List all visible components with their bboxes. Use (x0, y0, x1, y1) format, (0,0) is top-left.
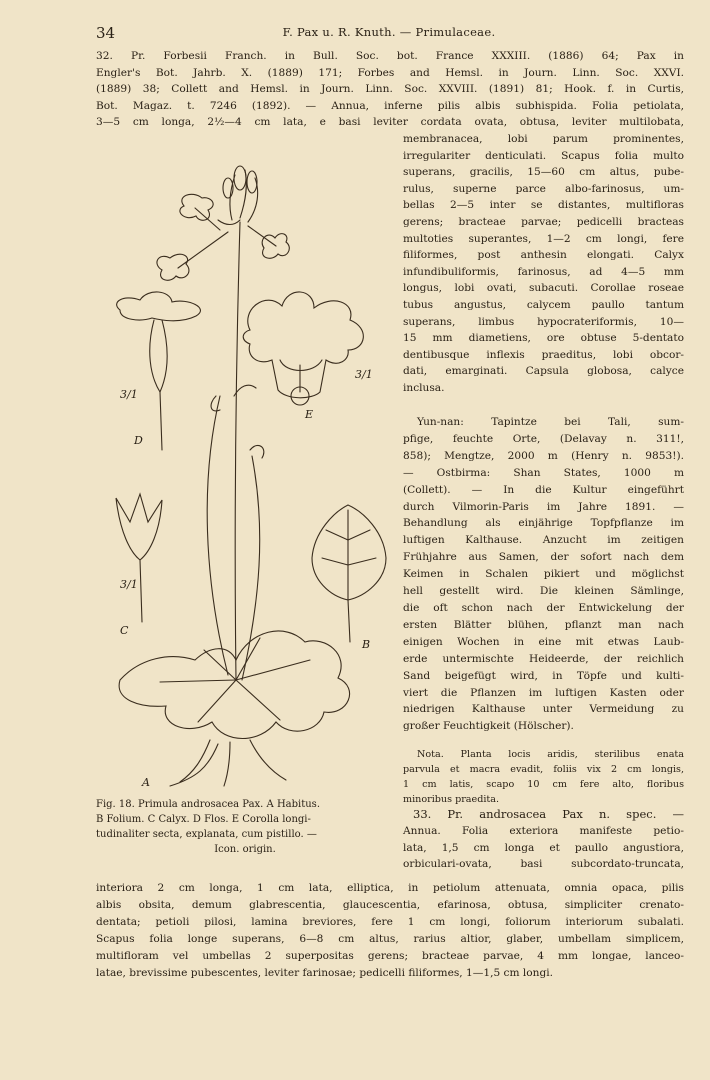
text-line: longus, lobi ovati, subacuti. Corollae roseae (403, 282, 684, 295)
text-line: Nota. Planta locis aridis, sterilibus enata (417, 749, 684, 760)
text-line: rulus, superne parce albo-farinosus, um- (403, 182, 684, 195)
text-line: tubus angustus, calycem paullo tantum (403, 298, 684, 311)
text-line: großer Feuchtigkeit (Hölscher). (403, 720, 574, 733)
scale-label-e: 3/1 (355, 368, 373, 381)
figure-label-d: D (134, 434, 143, 447)
text-line: Keimen in Schalen pikiert und möglichst (403, 568, 684, 581)
text-line: pfige, feuchte Orte, (Delavay n. 311!, (403, 432, 684, 445)
text-line: Annua. Folia exteriora manifeste petio- (403, 824, 684, 837)
text-line: Scapus folia longe superans, 6—8 cm altus, rarius altior, glaber, umbellam simplicem, (96, 933, 684, 945)
text-line: 15 mm diametiens, ore obtuse 5-dentato (403, 332, 684, 345)
distribution-text (403, 414, 684, 735)
text-line: 1 cm latis, scapo 10 cm fere alto, floribus (403, 779, 684, 790)
entry-33-continued (96, 880, 684, 982)
text-line: Bot. Magaz. t. 7246 (1892). — Annua, inferne pilis albis subhispida. Folia petiolata, (96, 99, 684, 112)
corolla-detail-e (243, 292, 363, 405)
text-line: 32. Pr. Forbesii Franch. in Bull. Soc. bot. France XXXIII. (1886) 64; Pax in (96, 50, 684, 62)
scape (235, 222, 240, 680)
flower-umbel (157, 166, 289, 280)
figure-label-e: E (305, 408, 314, 421)
text-line: albis obsita, demum glabrescentia, glaucescentia, efarinosa, obtusa, simpliciter crenato- (96, 899, 684, 911)
caption-line: B Folium. C Calyx. D Flos. E Corolla longi- (96, 814, 311, 825)
figure-caption (96, 797, 394, 857)
text-line: lata, 1,5 cm longa et paullo angustiora, (403, 841, 684, 854)
text-line: erde untermischte Heideerde, der reichlich (403, 652, 684, 665)
caption-line: Icon. origin. (214, 844, 276, 855)
text-line: 858); Mengtze, 2000 m (Henry n. 9853!). (403, 449, 684, 462)
entry-32-text (96, 48, 684, 131)
text-line: dentibusque inflexis praeditus, lobi obcor- (403, 348, 684, 361)
text-line: Engler's Bot. Jahrb. X. (1889) 171; Forbes and Hemsl. in Journ. Linn. Soc. XXVI. (96, 66, 684, 79)
text-line: minoribus praedita. (403, 794, 500, 805)
text-line: filiformes, post anthesin elongati. Calyx (403, 249, 684, 262)
text-line: membranacea, lobi parum prominentes, (403, 133, 684, 145)
scale-label-c: 3/1 (120, 578, 138, 591)
calyx-detail-c (116, 494, 162, 622)
entry-32-description (403, 131, 684, 397)
text-line: hell gestellt wird. Die kleinen Sämlinge, (403, 585, 684, 598)
text-line: die oft schon nach der Entwickelung der (403, 601, 684, 614)
text-line: Sand beigefügt wird, in Töpfe und kulti- (403, 669, 684, 682)
text-line: multifloram vel umbellas 2 superpositas gerens; bracteae parvae, 4 mm longae, lanceo- (96, 950, 684, 962)
figure-label-a: A (142, 776, 150, 789)
text-line: latae, brevissime pubescentes, leviter farinosae; pedicelli filiformes, 1—1,5 cm longi. (96, 967, 554, 979)
text-line: Frühjahre aus Samen, der sofort nach dem (403, 551, 684, 564)
text-line: multoties superantes, 1—2 cm longi, fere (403, 232, 684, 245)
text-line: einigen Wochen in eine mit etwas Laub- (403, 635, 684, 648)
entry-33-text (403, 806, 684, 873)
leaf-detail-b (312, 505, 386, 642)
caption-line: Fig. 18. Primula androsacea Pax. A Habitus. (96, 799, 320, 810)
leaf-rosette (119, 631, 349, 786)
text-line: dati, emarginati. Capsula globosa, calyce (403, 365, 684, 378)
primula-drawing (100, 160, 400, 790)
figure-label-c: C (120, 624, 129, 637)
caption-line: tudinaliter secta, explanata, cum pistillo. — (96, 829, 317, 840)
text-line: gerens; bracteae parvae; pedicelli bracteas (403, 215, 684, 228)
text-line: (1889) 38; Collett and Hemsl. in Journ. Linn. Soc. XXVIII. (1891) 81; Hook. f. in Curtis, (96, 83, 684, 96)
text-line: — Ostbirma: Shan States, 1000 m (403, 466, 684, 479)
running-header (96, 24, 682, 42)
scale-label-d: 3/1 (120, 388, 138, 401)
text-line: (Collett). — In die Kultur eingeführt (403, 483, 684, 496)
text-line: durch Vilmorin-Paris im Jahre 1891. — (403, 500, 684, 513)
text-line: ersten Blätter blühen, pflanzt man nach (403, 618, 684, 631)
page-number: 34 (96, 24, 116, 42)
text-line: irregulariter denticulati. Scapus folia multo (403, 149, 684, 162)
text-line: dentata; petioli pilosi, lamina breviores, fere 1 cm longi, foliorum interiorum subalati. (96, 916, 684, 928)
text-line: Yun-nan: Tapintze bei Tali, sum- (417, 416, 684, 428)
text-line: superans, limbus hypocrateriformis, 10— (403, 315, 684, 328)
scape (207, 396, 228, 675)
botanical-illustration (100, 160, 400, 790)
text-line: luftigen Kalthause. Anzucht im zeitigen (403, 534, 684, 547)
nota-text (403, 747, 684, 807)
text-line: bellas 2—5 inter se distantes, multifloras (403, 199, 684, 212)
text-line: 33. Pr. androsacea Pax n. spec. — (413, 807, 684, 821)
text-line: inclusa. (403, 381, 445, 394)
text-line: orbiculari-ovata, basi subcordato-truncata, (403, 858, 684, 871)
text-line: Behandlung als einjährige Topfpflanze im (403, 517, 684, 530)
figure-label-b: B (362, 638, 371, 651)
text-line: parvula et macra evadit, foliis vix 2 cm longis, (403, 764, 684, 775)
text-line: 3—5 cm longa, 2½—4 cm lata, e basi leviter cordata ovata, obtusa, leviter multilobata, (96, 116, 684, 129)
text-line: viert die Pflanzen im luftigen Kasten oder (403, 686, 684, 699)
running-title: F. Pax u. R. Knuth. — Primulaceae. (282, 25, 496, 39)
text-line: interiora 2 cm longa, 1 cm lata, elliptica, in petiolum attenuata, omnia opaca, pilis (96, 882, 684, 894)
flower-detail-d (117, 292, 201, 450)
text-line: niedrigen Kalthause unter Vermeidung zu (403, 703, 684, 716)
text-line: superans, gracilis, 15—60 cm altus, pube- (403, 166, 684, 179)
text-line: infundibuliformis, farinosus, ad 4—5 mm (403, 265, 684, 278)
